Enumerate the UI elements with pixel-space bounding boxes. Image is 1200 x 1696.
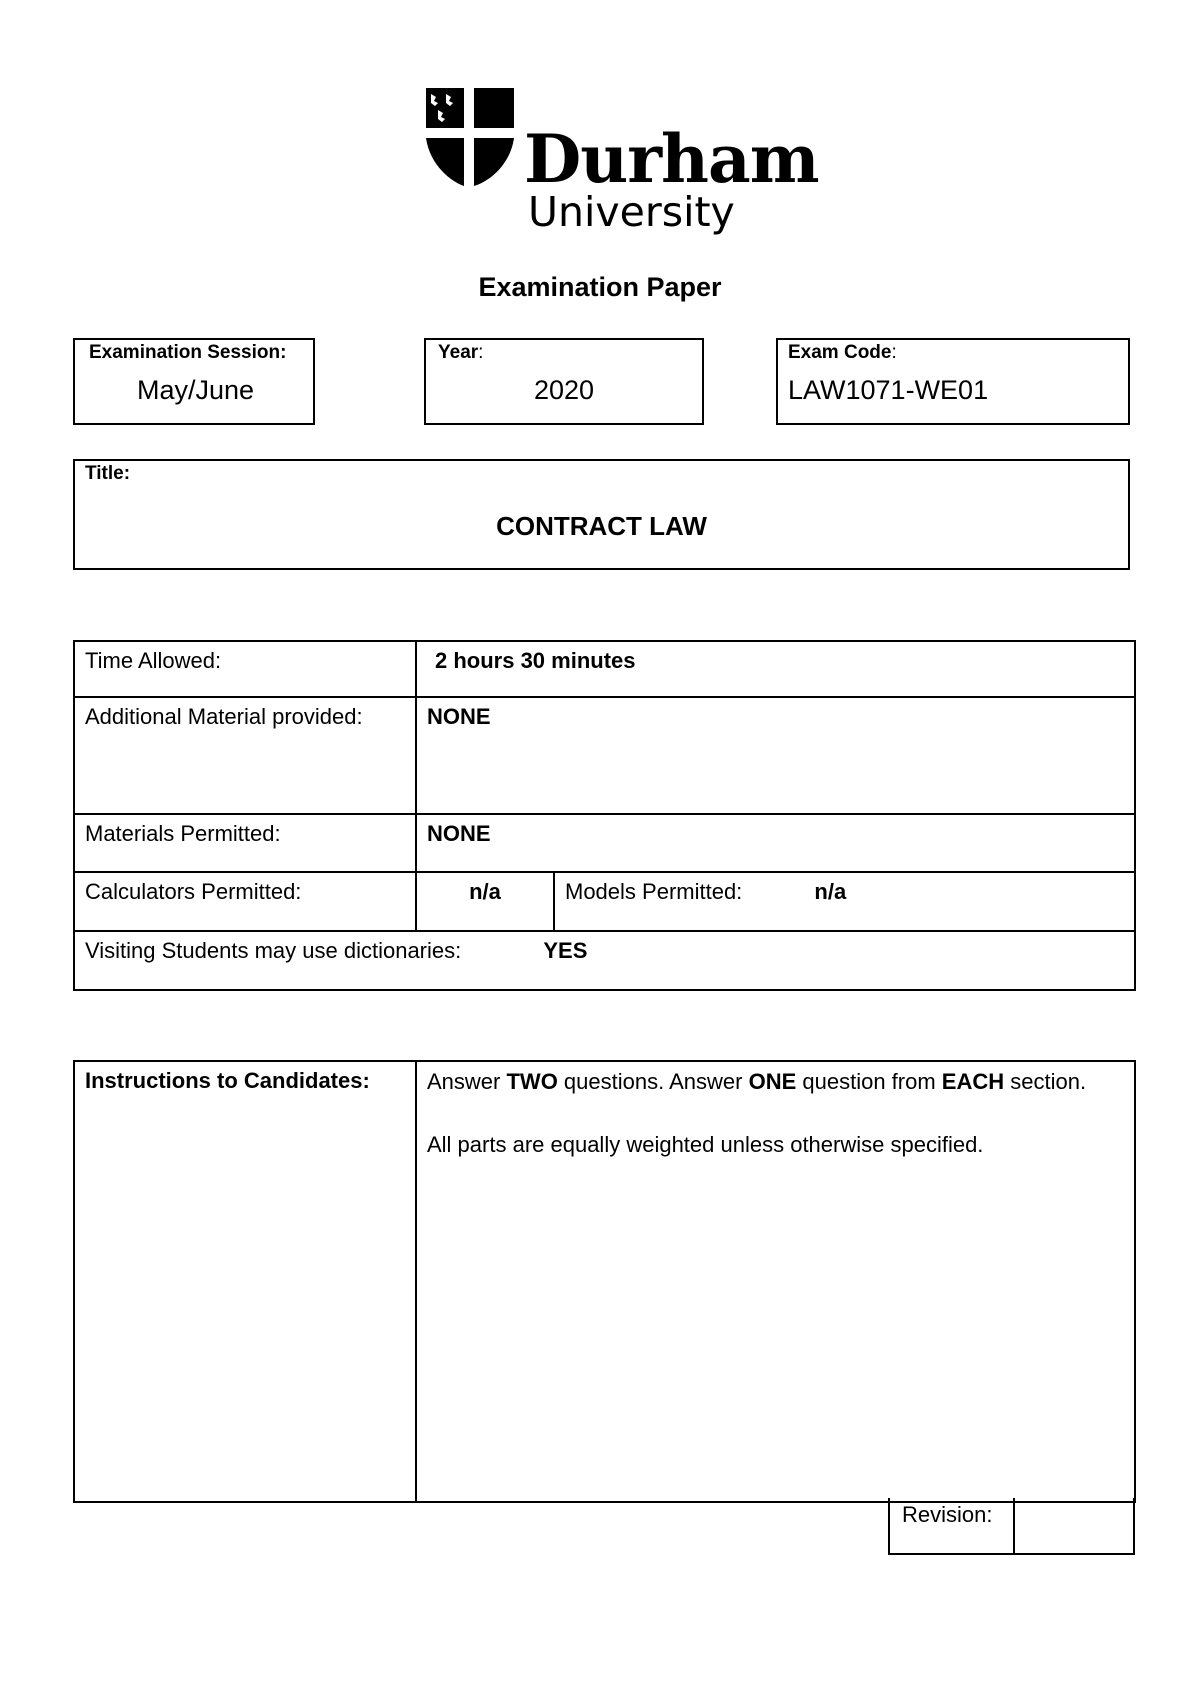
logo-wordmark-university: University [528, 188, 735, 236]
dictionaries-row [74, 931, 1135, 990]
document-title: Examination Paper [478, 272, 722, 302]
materials-permitted-label: Materials Permitted: [74, 814, 416, 872]
materials-permitted-row [74, 814, 1135, 872]
exam-code-label: Exam Code: [788, 342, 897, 363]
session-label: Examination Session: [89, 342, 287, 363]
additional-material-label: Additional Material provided: [74, 697, 416, 814]
session-value: May/June [137, 375, 255, 405]
title-box [73, 459, 1130, 570]
instructions-table [73, 1060, 1136, 1503]
revision-box [888, 1498, 1135, 1555]
calculators-label: Calculators Permitted: [74, 872, 416, 931]
title-label: Title: [85, 463, 131, 484]
instructions-body [416, 1061, 1135, 1502]
calculators-value: n/a [416, 872, 554, 931]
models-value: n/a [814, 879, 847, 904]
materials-permitted-value: NONE [416, 814, 1135, 872]
instructions-line-1: Answer TWO questions. Answer ONE question from EACH section. [427, 1069, 1087, 1094]
exam-code-value: LAW1071-WE01 [788, 375, 989, 405]
exam-details-table [73, 640, 1136, 991]
instructions-row [74, 1061, 1135, 1502]
durham-university-logo [424, 86, 819, 236]
time-allowed-value: 2 hours 30 minutes [416, 641, 1135, 697]
additional-material-value: NONE [416, 697, 1135, 814]
revision-label-cell [890, 1498, 1015, 1553]
year-label: Year: [438, 342, 484, 363]
instructions-line-2: All parts are equally weighted unless otherwise specified. [427, 1132, 984, 1157]
durham-shield-icon [424, 86, 516, 192]
year-value: 2020 [534, 375, 595, 405]
logo-wordmark-durham: Durham [524, 120, 819, 198]
calculators-models-row [74, 872, 1135, 931]
session-box [73, 338, 315, 425]
revision-label: Revision: [902, 1502, 993, 1527]
dictionaries-cell [74, 931, 1135, 990]
dictionaries-value: YES [543, 938, 588, 963]
time-allowed-row [74, 641, 1135, 697]
exam-code-box [776, 338, 1130, 425]
instructions-label: Instructions to Candidates: [74, 1061, 416, 1502]
year-box [424, 338, 704, 425]
additional-material-row [74, 697, 1135, 814]
models-label: Models Permitted: [565, 879, 743, 904]
course-title: CONTRACT LAW [496, 511, 707, 541]
time-allowed-label: Time Allowed: [74, 641, 416, 697]
models-cell [554, 872, 1135, 931]
dictionaries-label: Visiting Students may use dictionaries: [85, 938, 462, 963]
